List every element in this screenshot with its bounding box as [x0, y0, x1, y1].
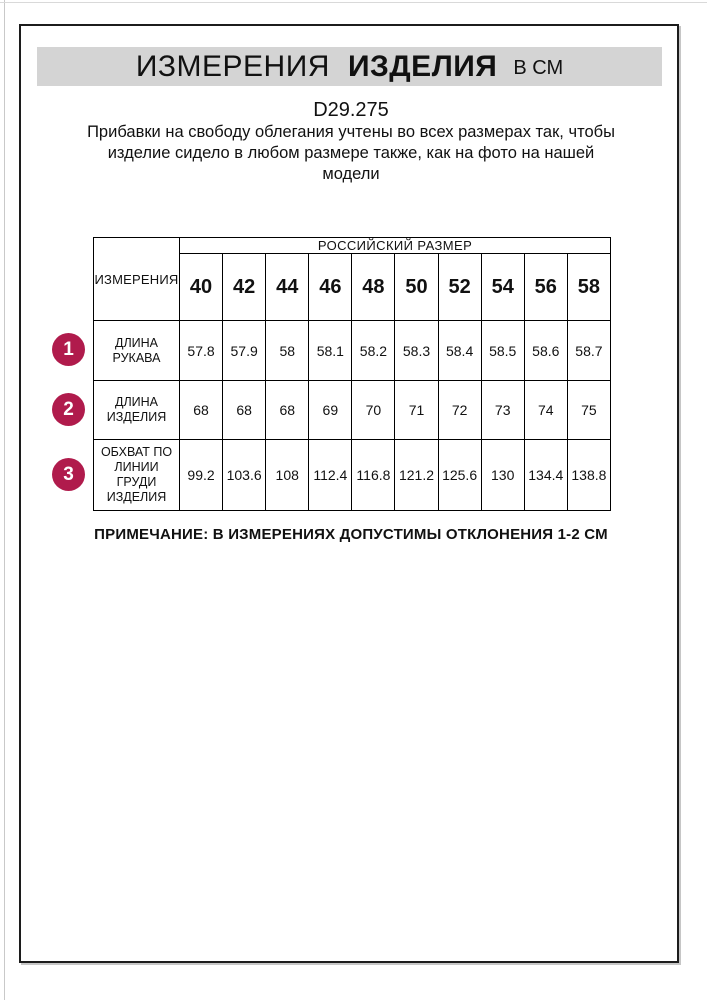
value-cell: 75 — [567, 381, 610, 440]
intro-line-1: Прибавки на свободу облегания учтены во всех размерах так, чтобы — [87, 123, 615, 141]
title-banner — [37, 47, 662, 86]
value-cell: 73 — [481, 381, 524, 440]
screen-edge-line-left — [4, 0, 5, 1000]
size-cell: 44 — [266, 254, 309, 321]
value-cell: 68 — [266, 381, 309, 440]
russian-size-header-cell: РОССИЙСКИЙ РАЗМЕР — [180, 238, 611, 254]
row-marker-2: 2 — [52, 393, 85, 426]
title-unit: В СМ — [513, 57, 564, 79]
value-cell: 74 — [524, 381, 567, 440]
size-cell: 54 — [481, 254, 524, 321]
value-cell: 70 — [352, 381, 395, 440]
row-label-product-length: ДЛИНА ИЗДЕЛИЯ — [94, 381, 180, 440]
value-cell: 138.8 — [567, 440, 610, 511]
size-cell: 42 — [223, 254, 266, 321]
size-cell: 58 — [567, 254, 610, 321]
value-cell: 71 — [395, 381, 438, 440]
value-cell: 58.6 — [524, 321, 567, 381]
article-code: D29.275 — [313, 99, 389, 121]
value-cell: 58.7 — [567, 321, 610, 381]
value-cell: 58.5 — [481, 321, 524, 381]
row-marker-1: 1 — [52, 333, 85, 366]
value-cell: 57.9 — [223, 321, 266, 381]
intro-line-2: изделие сидело в любом размере также, как на фото на нашей — [107, 144, 595, 162]
value-cell: 103.6 — [223, 440, 266, 511]
size-cell: 48 — [352, 254, 395, 321]
document-frame — [19, 24, 679, 963]
size-table — [93, 237, 611, 511]
table-row-chest-girth — [94, 440, 611, 511]
title-word-measurements: ИЗМЕРЕНИЯ — [135, 49, 330, 83]
size-cell: 52 — [438, 254, 481, 321]
value-cell: 108 — [266, 440, 309, 511]
value-cell: 58 — [266, 321, 309, 381]
value-cell: 57.8 — [180, 321, 223, 381]
value-cell: 58.1 — [309, 321, 352, 381]
value-cell: 134.4 — [524, 440, 567, 511]
value-cell: 121.2 — [395, 440, 438, 511]
screen-edge-line-top — [0, 2, 707, 3]
table-row-sleeve-length — [94, 321, 611, 381]
value-cell: 125.6 — [438, 440, 481, 511]
value-cell: 58.4 — [438, 321, 481, 381]
row-marker-3: 3 — [52, 458, 85, 491]
value-cell: 58.3 — [395, 321, 438, 381]
table-row-product-length — [94, 381, 611, 440]
value-cell: 116.8 — [352, 440, 395, 511]
table-row — [94, 238, 611, 254]
size-cell: 50 — [395, 254, 438, 321]
value-cell: 68 — [180, 381, 223, 440]
intro-text — [21, 122, 681, 185]
title-word-product: ИЗДЕЛИЯ — [347, 49, 498, 83]
size-cell: 56 — [524, 254, 567, 321]
value-cell: 68 — [223, 381, 266, 440]
value-cell: 130 — [481, 440, 524, 511]
value-cell: 72 — [438, 381, 481, 440]
value-cell: 58.2 — [352, 321, 395, 381]
row-label-chest-girth: ОБХВАТ ПО ЛИНИИ ГРУДИ ИЗДЕЛИЯ — [94, 440, 180, 511]
value-cell: 112.4 — [309, 440, 352, 511]
size-cell: 40 — [180, 254, 223, 321]
row-label-sleeve-length: ДЛИНА РУКАВА — [94, 321, 180, 381]
size-cell: 46 — [309, 254, 352, 321]
value-cell: 99.2 — [180, 440, 223, 511]
value-cell: 69 — [309, 381, 352, 440]
tolerance-note: ПРИМЕЧАНИЕ: В ИЗМЕРЕНИЯХ ДОПУСТИМЫ ОТКЛОНЕНИЯ 1-2 СМ — [94, 526, 608, 543]
corner-header-cell: ИЗМЕРЕНИЯ — [94, 238, 180, 321]
intro-line-3: модели — [322, 165, 380, 183]
